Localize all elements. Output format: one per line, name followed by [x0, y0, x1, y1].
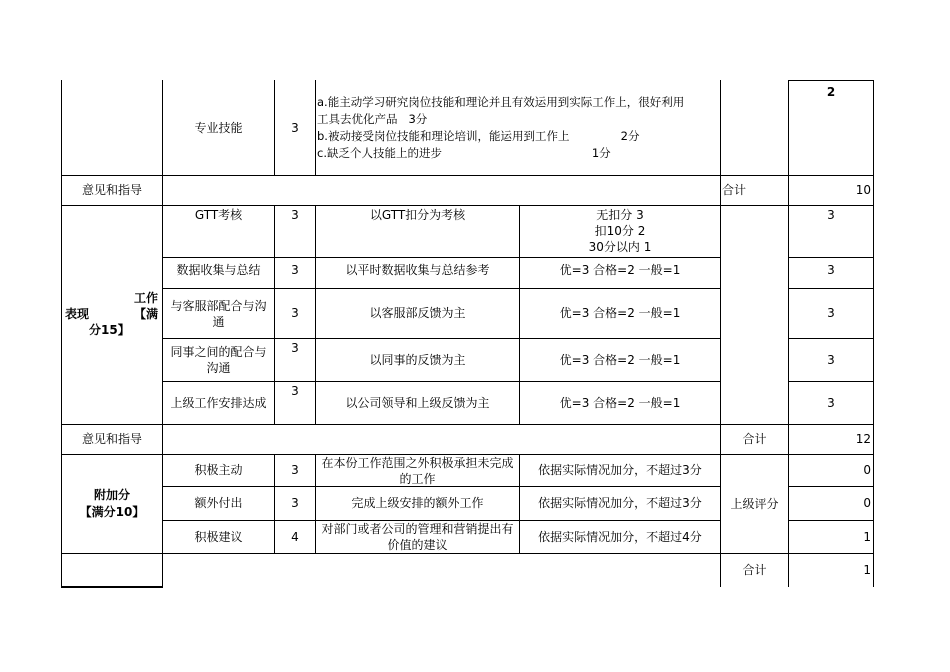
cell-description: 以公司领导和上级反馈为主 — [345, 395, 490, 410]
cell-description: 以同事的反馈为主 — [369, 352, 466, 367]
cell-rating: 0 — [863, 496, 871, 510]
cell-description: 对部门或者公司的管理和营销提出有 价值的建议 — [321, 522, 514, 552]
cell-criteria: 依据实际情况加分，不超过3分 — [538, 463, 702, 477]
cell-rating: 3 — [827, 352, 835, 367]
cell-item-customer-service: 与客服部配合与沟 通 — [170, 298, 267, 329]
cell-description: 以GTT扣分为考核 — [369, 208, 466, 222]
cell-rating: 0 — [863, 463, 871, 477]
cell-skill-description — [317, 81, 719, 175]
cell-criteria: 优=3 合格=2 一般=1 — [559, 352, 681, 367]
cell-item-gtt: GTT考核 — [194, 208, 243, 222]
cell-item-data-collection: 数据收集与总结 — [176, 262, 261, 277]
category-work-performance: 工作 表现 【满 分15】 — [65, 291, 158, 337]
cell-rating: 3 — [827, 208, 835, 222]
desc-line: b.被动接受岗位技能和理论培训，能运用到工作上 2分 — [317, 129, 640, 143]
cell-item-extra-effort: 额外付出 — [194, 496, 243, 510]
cell-score: 3 — [291, 208, 299, 222]
cell-item-colleagues: 同事之间的配合与 沟通 — [170, 345, 267, 375]
cell-rating: 1 — [863, 529, 871, 544]
cell-criteria: 优=3 合格=2 一般=1 — [559, 306, 681, 320]
comment-label: 意见和指导 — [81, 183, 142, 197]
comment-label: 意见和指导 — [81, 432, 142, 446]
cell-score: 3 — [291, 463, 299, 477]
cell-score: 3 — [291, 384, 299, 398]
total-label: 合计 — [742, 432, 767, 446]
cell-item-suggestions: 积极建议 — [194, 529, 243, 544]
cell-criteria: 依据实际情况加分，不超过3分 — [538, 496, 702, 510]
cell-item-superior-tasks: 上级工作安排达成 — [170, 395, 267, 410]
desc-line: 工具去优化产品 3分 — [317, 112, 428, 126]
cell-score: 4 — [291, 529, 299, 544]
cell-description: 以客服部反馈为主 — [369, 306, 466, 320]
desc-line: c.缺乏个人技能上的进步 1分 — [317, 146, 611, 160]
desc-line: a.能主动学习研究岗位技能和理论并且有效运用到实际工作上，很好利用 — [317, 95, 685, 109]
cell-score: 3 — [291, 341, 299, 355]
cell-score: 3 — [291, 306, 299, 320]
cell-rating: 3 — [827, 306, 835, 320]
cell-description: 在本份工作范围之外积极承担未完成 的工作 — [321, 455, 514, 486]
total-label: 合计 — [742, 562, 767, 577]
cell-description: 以平时数据收集与总结参考 — [345, 262, 490, 277]
cell-criteria: 优=3 合格=2 一般=1 — [559, 262, 681, 277]
cell-criteria: 优=3 合格=2 一般=1 — [559, 395, 681, 410]
cell-description: 完成上级安排的额外工作 — [351, 496, 484, 510]
cell-criteria: 依据实际情况加分，不超过4分 — [538, 529, 702, 544]
cell-rating: 3 — [827, 395, 835, 410]
total-value: 12 — [855, 432, 871, 446]
category-bonus-points: 附加分 【满分10】 — [79, 488, 145, 519]
cell-rating: 3 — [827, 262, 835, 277]
total-value: 1 — [863, 562, 871, 577]
cell-criteria: 无扣分 3 扣10分 2 30分以内 1 — [588, 208, 652, 254]
cell-score: 3 — [291, 262, 299, 277]
evaluator-label: 上级评分 — [730, 496, 779, 511]
cell-rating: 2 — [826, 85, 836, 99]
total-label: 合计 — [722, 183, 747, 197]
cell-score: 3 — [291, 120, 299, 135]
cell-item-initiative: 积极主动 — [194, 463, 243, 477]
total-value: 10 — [855, 183, 871, 197]
cell-item-professional-skills: 专业技能 — [194, 120, 243, 135]
cell-score: 3 — [291, 496, 299, 510]
